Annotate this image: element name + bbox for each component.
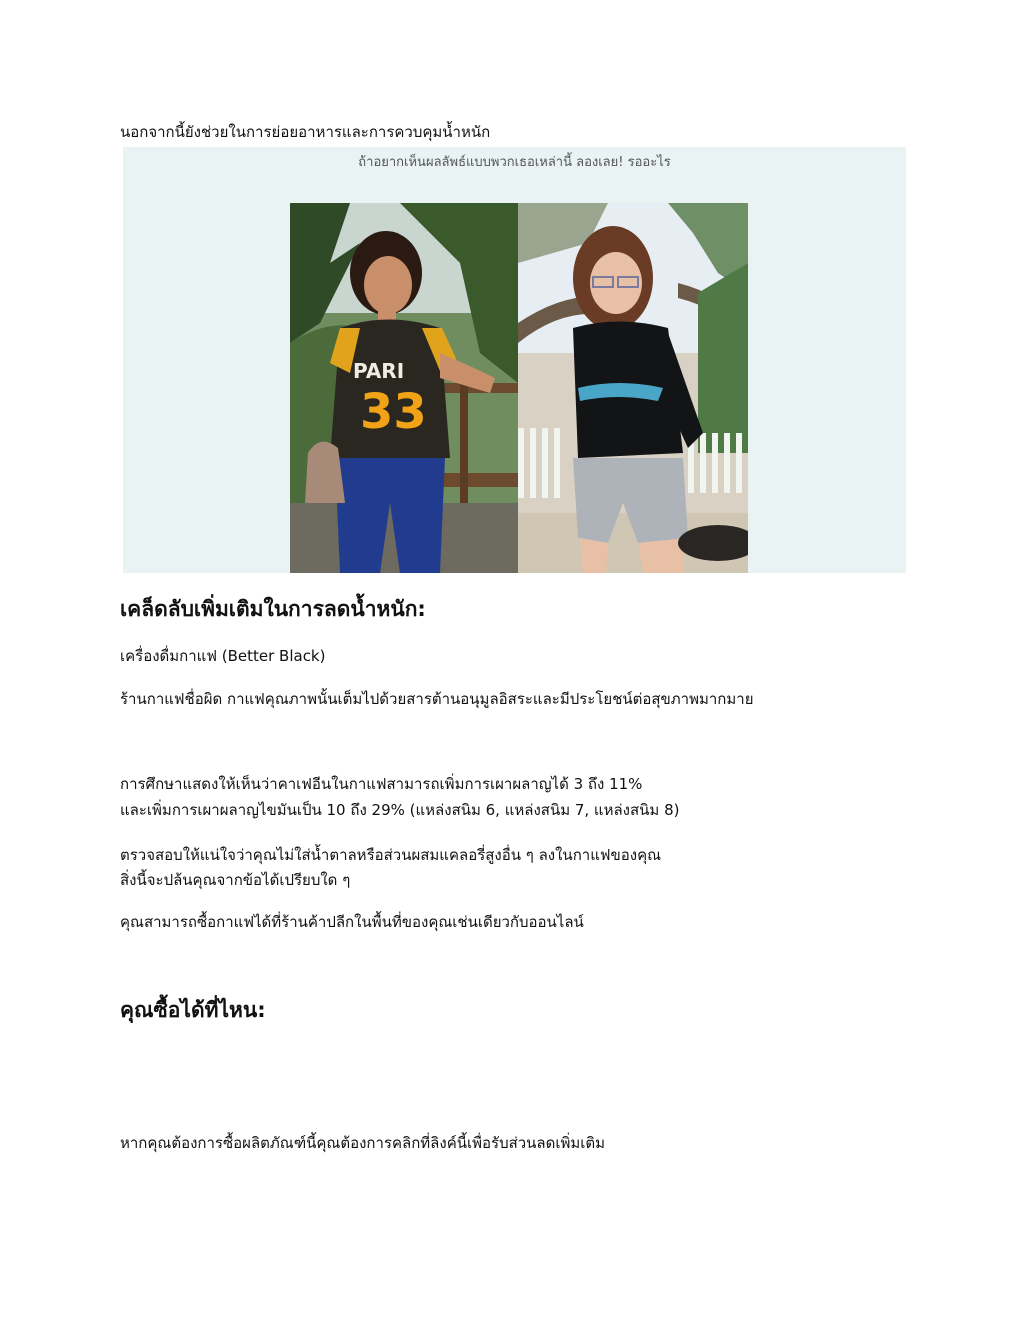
drink-line: เครื่องดื่มกาแฟ (Better Black) [120, 647, 326, 665]
before-after-figure [123, 147, 906, 573]
tips-heading: เคล็ดลับเพิ่มเติมในการลดน้ำหนัก: [120, 597, 426, 621]
shirt-number: 33 [360, 384, 427, 440]
intro-text: นอกจากนี้ยังช่วยในการย่อยอาหารและการควบคุมน้ำหนัก [120, 123, 491, 141]
after-photo [518, 203, 748, 573]
shop-line: ร้านกาแฟชื่อผิด กาแฟคุณภาพนั้นเต็มไปด้วยสารต้านอนุมูลอิสระและมีประโยชน์ต่อสุขภาพมากมาย [120, 690, 754, 708]
check-line-1: ตรวจสอบให้แน่ใจว่าคุณไม่ใส่น้ำตาลหรือส่วนผสมแคลอรี่สูงอื่น ๆ ลงในกาแฟของคุณ [120, 846, 662, 864]
figure-caption: ถ้าอยากเห็นผลลัพธ์แบบพวกเธอเหล่านี้ ลองเลย! รออะไร [358, 155, 671, 170]
before-photo [290, 203, 518, 573]
study-line-1: การศึกษาแสดงให้เห็นว่าคาเฟอีนในกาแฟสามารถเพิ่มการเผาผลาญได้ 3 ถึง 11% [120, 775, 643, 793]
where-heading: คุณซื้อได้ที่ไหน: [120, 998, 266, 1022]
study-line-2: และเพิ่มการเผาผลาญไขมันเป็น 10 ถึง 29% (แหล่งสนิม 6, แหล่งสนิม 7, แหล่งสนิม 8) [120, 801, 680, 819]
check-line-2: สิ่งนี้จะปล้นคุณจากข้อได้เปรียบใด ๆ [120, 871, 351, 889]
shirt-text: PARI [353, 359, 405, 383]
buy-line: คุณสามารถซื้อกาแฟได้ที่ร้านค้าปลีกในพื้นที่ของคุณเช่นเดียวกับออนไลน์ [120, 913, 584, 931]
link-line[interactable]: หากคุณต้องการซื้อผลิตภัณฑ์นี้คุณต้องการคลิกที่ลิงค์นี้เพื่อรับส่วนลดเพิ่มเติม [120, 1134, 606, 1152]
